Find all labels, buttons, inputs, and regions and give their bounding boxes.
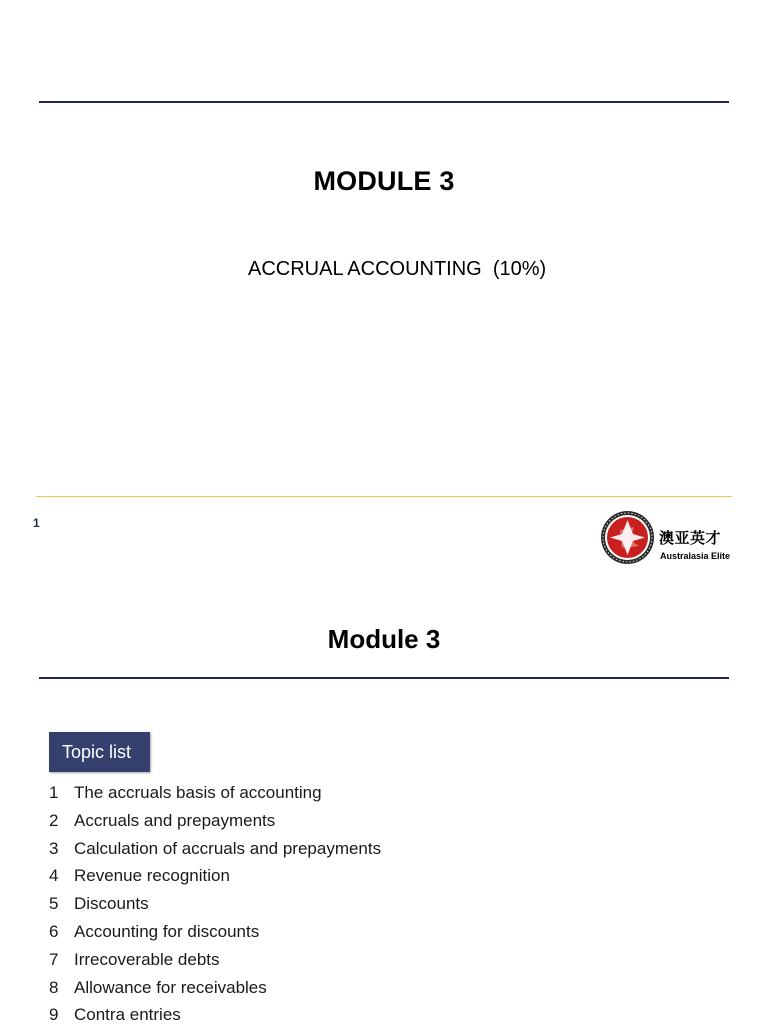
topic-item bbox=[49, 864, 381, 892]
topic-number: 3 bbox=[49, 838, 59, 858]
topic-list bbox=[49, 781, 381, 1031]
logo-chinese-name: 澳亚英才 bbox=[659, 529, 722, 547]
topic-label: Calculation of accruals and prepayments bbox=[74, 838, 382, 858]
topic-number: 1 bbox=[49, 783, 59, 802]
topic-label: Accruals and prepayments bbox=[74, 810, 276, 830]
topic-label: The accruals basis of accounting bbox=[74, 783, 322, 802]
topic-label: Irrecoverable debts bbox=[74, 949, 220, 969]
australasia-elite-emblem-icon bbox=[600, 510, 655, 565]
module-title: MODULE 3 bbox=[313, 166, 455, 196]
topic-label: Accounting for discounts bbox=[74, 921, 260, 941]
page-number: 1 bbox=[33, 516, 40, 530]
company-logo bbox=[600, 510, 732, 566]
topic-label: Contra entries bbox=[74, 1005, 181, 1025]
topic-list-tab: Topic list bbox=[49, 732, 150, 772]
module-subtitle: ACCRUAL ACCOUNTING (10%) bbox=[248, 258, 547, 280]
heading-divider bbox=[39, 677, 729, 679]
topic-item bbox=[49, 892, 381, 920]
topic-number: 2 bbox=[49, 810, 59, 830]
topic-number: 8 bbox=[49, 977, 59, 997]
topic-item bbox=[49, 809, 381, 837]
topic-number: 9 bbox=[49, 1005, 59, 1025]
topic-item bbox=[49, 920, 381, 948]
topic-item bbox=[49, 948, 381, 976]
logo-english-name: Australasia Elite bbox=[660, 551, 731, 561]
topic-item bbox=[49, 976, 381, 1004]
module-heading: Module 3 bbox=[327, 624, 441, 654]
topic-number: 7 bbox=[49, 949, 59, 969]
top-divider bbox=[39, 101, 729, 103]
footer-divider bbox=[36, 496, 732, 497]
topic-item bbox=[49, 837, 381, 865]
topic-number: 5 bbox=[49, 894, 59, 914]
topic-label: Allowance for receivables bbox=[74, 977, 267, 997]
topic-label: Discounts bbox=[74, 894, 149, 914]
topic-item bbox=[49, 1003, 381, 1031]
topic-number: 6 bbox=[49, 921, 59, 941]
topic-item bbox=[49, 781, 381, 809]
topic-label: Revenue recognition bbox=[74, 866, 230, 886]
topic-number: 4 bbox=[49, 866, 59, 886]
